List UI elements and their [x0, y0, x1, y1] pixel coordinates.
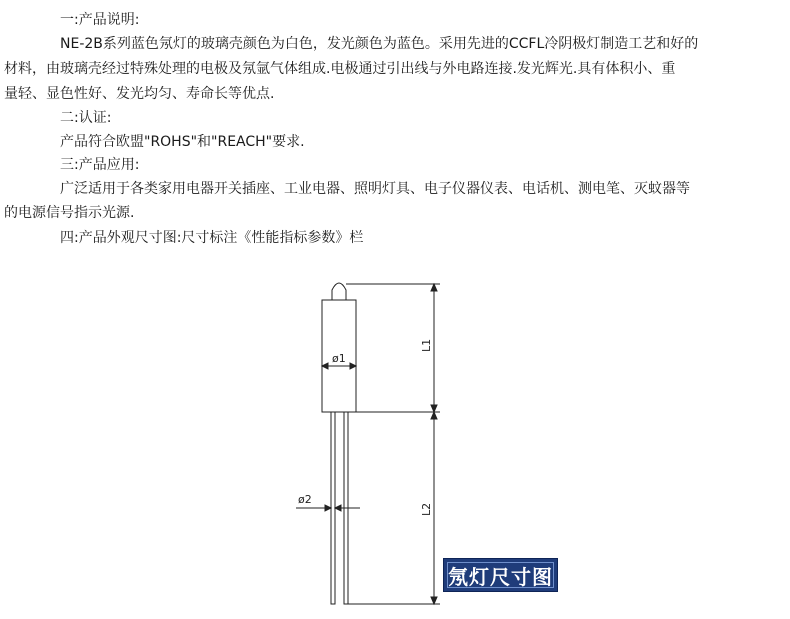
phi1-arrow-right	[350, 363, 356, 369]
section3-para-line-2: 的电源信号指示光源.	[4, 205, 135, 221]
L2-arrow-top	[431, 412, 437, 419]
L2-label: L2	[420, 502, 433, 516]
section1-para-line-1: NE-2B系列蓝色氖灯的玻璃壳颜色为白色，发光颜色为蓝色。采用先进的CCFL冷阴极灯制造工艺和好的	[60, 36, 699, 52]
section4-heading: 四:产品外观尺寸图:尺寸标注《性能指标参数》栏	[60, 230, 364, 246]
L1-arrow-top	[431, 284, 437, 291]
section2-text: 产品符合欧盟"ROHS"和"REACH"要求.	[60, 134, 305, 150]
diagram-caption: 氖灯尺寸图	[443, 558, 558, 592]
section2-heading: 二:认证:	[60, 110, 112, 126]
phi2-arrow-right	[335, 505, 341, 511]
phi2-label: ø2	[298, 493, 312, 506]
L1-label: L1	[420, 338, 433, 352]
section3-para-line-1: 广泛适用于各类家用电器开关插座、工业电器、照明灯具、电子仪器仪表、电话机、测电笔、灭蚊器等	[60, 181, 690, 197]
lamp-dome	[332, 283, 346, 300]
section1-para-line-2: 材料，由玻璃壳经过特殊处理的电极及氖氩气体组成.电极通过引出线与外电路连接.发光辉光.具有体积小、重	[4, 61, 676, 77]
section1-heading: 一:产品说明:	[60, 12, 140, 28]
phi1-label: ø1	[332, 352, 346, 365]
phi2-arrow-left	[325, 505, 331, 511]
section1-para-line-3: 量轻、显色性好、发光均匀、寿命长等优点.	[4, 86, 275, 102]
L2-arrow-bottom	[431, 597, 437, 604]
phi1-arrow-left	[322, 363, 328, 369]
section3-heading: 三:产品应用:	[60, 157, 140, 173]
